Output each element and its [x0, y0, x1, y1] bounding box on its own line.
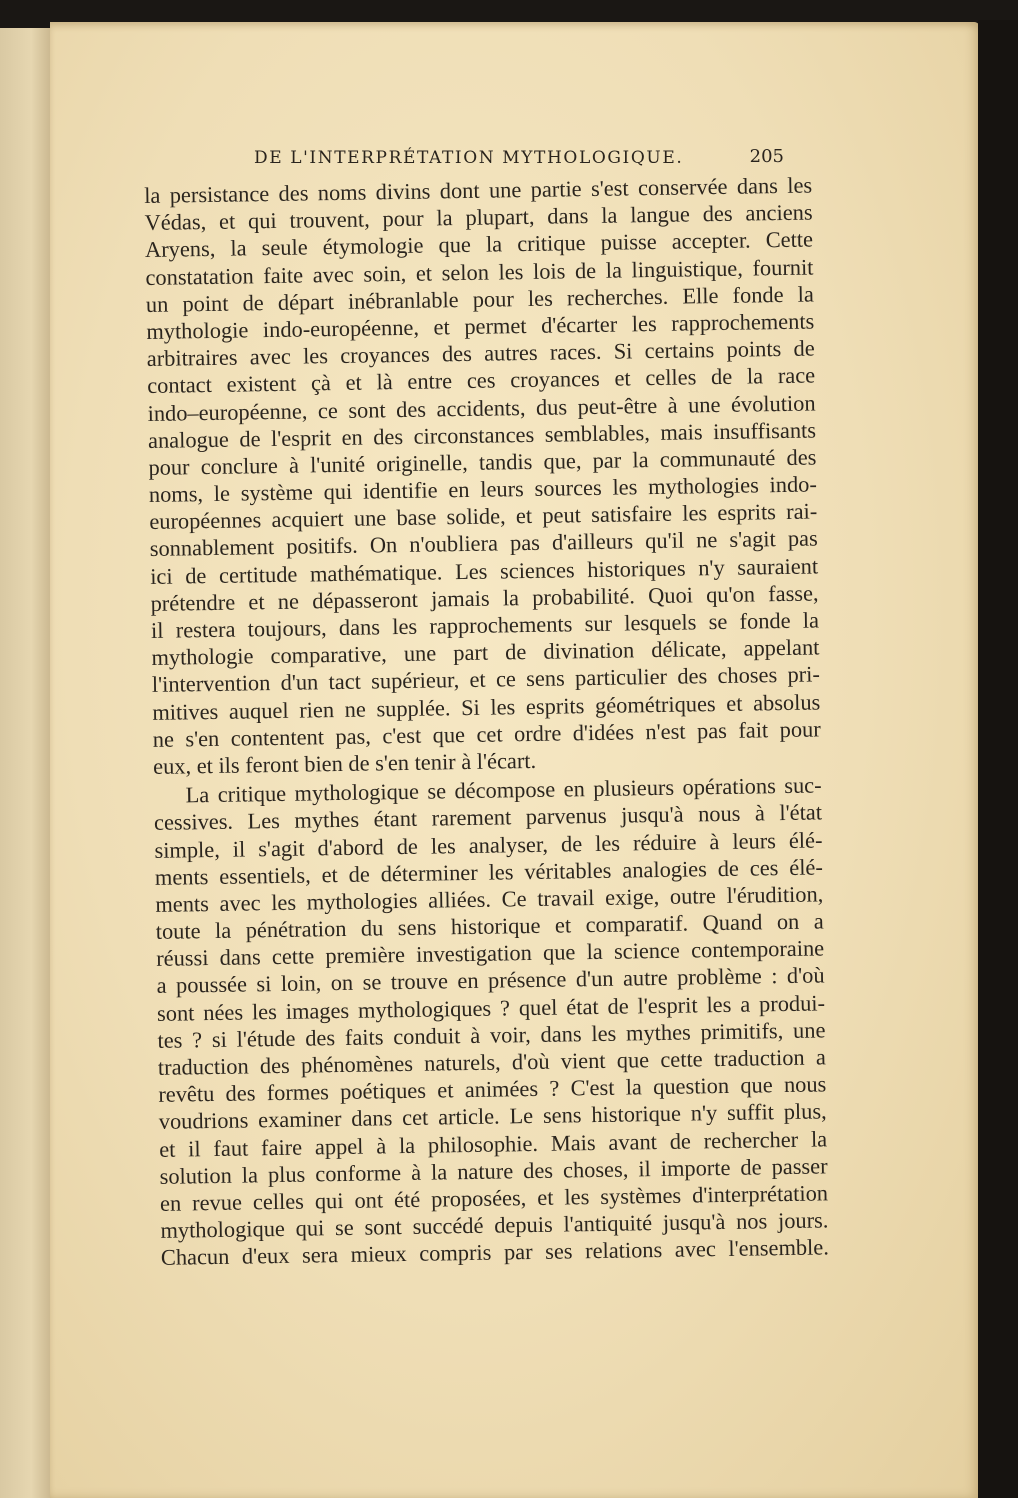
text-line: voudrions examiner dans cet article. Le sens historique n'y suffit plus,: [158, 1098, 827, 1135]
text-line: ments avec les mythologies alliées. Ce travail exige, outre l'érudition,: [155, 881, 824, 917]
text-line: Chacun d'eux sera mieux compris par ses relations avec l'ensemble.: [160, 1234, 830, 1271]
text-line: pour conclure à l'unité originelle, tandis que, par la communauté des: [148, 444, 817, 480]
text-line: cessives. Les mythes étant rarement parvenus jusqu'à nous à l'état: [153, 799, 823, 836]
text-line: traduction des phénomènes naturels, d'où vient que cette traduction a: [157, 1044, 827, 1080]
text-line: la persistance des noms divins dont une partie s'est conservée dans les: [144, 172, 813, 208]
text-line: et il faut faire appel à la philosophie. Mais avant de rechercher la: [158, 1125, 828, 1162]
text-line: Aryens, la seule étymologie que la critique puisse accepter. Cette: [144, 226, 814, 263]
text-line: l'intervention d'un tact supérieur, et ce sens particulier des choses pri-: [151, 661, 821, 698]
text-line: sont nées les images mythologiques ? quel état de l'esprit les a produi-: [156, 990, 826, 1026]
paragraph-1: [144, 172, 821, 781]
facing-page-edge: [0, 28, 54, 1498]
text-line: noms, le système qui identifie en leurs sources les mythologies indo-: [148, 471, 818, 508]
text-line: il restera toujours, dans les rapprochements sur lesquels se fonde la: [150, 607, 820, 643]
text-line: La critique mythologique se décompose en plusieurs opérations suc-: [185, 772, 822, 808]
page-number: 205: [749, 146, 784, 167]
text-line: mythologie comparative, une part de divination délicate, appelant: [151, 634, 820, 671]
page-header: [254, 148, 784, 176]
text-line: réussi dans cette première investigation que la science contemporaine: [156, 935, 825, 972]
text-line: ici de certitude mathématique. Les sciences historiques n'y sauraient: [149, 553, 819, 589]
text-line: prétendre et ne dépasseront jamais la probabilité. Quoi qu'on fasse,: [150, 580, 819, 616]
body-text: [144, 172, 829, 1272]
text-line: européennes acquiert une base solide, et peut satisfaire les esprits rai-: [149, 498, 818, 535]
text-line: Védas, et qui trouvent, pour la plupart, dans la langue des anciens: [144, 199, 813, 236]
text-line: a poussée si loin, on se trouve en présence d'un autre problème : d'où: [156, 962, 825, 999]
text-line: simple, il s'agit d'abord de les analyser, de les réduire à leurs élé-: [154, 826, 823, 863]
text-line: en revue celles qui ont été proposées, et les systèmes d'interprétation: [159, 1180, 829, 1216]
paragraph-2: [153, 772, 829, 1272]
text-line: constatation faite avec soin, et selon les lois de la linguistique, fournit: [145, 254, 814, 290]
text-line: sonnablement positifs. On n'oubliera pas d'ailleurs qu'il ne s'agit pas: [149, 525, 818, 562]
page-shadow-edge: [978, 20, 1018, 1498]
text-line: ments essentiels, et de déterminer les véritables analogies de ces élé-: [154, 854, 824, 890]
running-title: DE L'INTERPRÉTATION MYTHOLOGIQUE.: [254, 148, 684, 168]
text-line: indo–européenne, ce sont des accidents, dus peut-être à une évolution: [147, 389, 816, 426]
text-line: solution la plus conforme à la nature des choses, il importe de passer: [159, 1153, 828, 1189]
text-line: arbitraires avec les croyances des autres races. Si certains points de: [146, 335, 815, 372]
text-line: contact existent çà et là entre ces croyances et celles de la race: [147, 362, 816, 399]
text-line: ne s'en contentent pas, c'est que cet ordre d'idées n'est pas fait pour: [152, 716, 821, 752]
text-line: mythologie indo-européenne, et permet d'écarter les rapprochements: [146, 308, 815, 344]
text-line: un point de départ inébranlable pour les recherches. Elle fonde la: [145, 281, 815, 317]
text-line: tes ? si l'étude des faits conduit à voir, dans les mythes primitifs, une: [157, 1017, 826, 1053]
text-line: toute la pénétration du sens historique et comparatif. Quand on a: [155, 908, 824, 944]
text-line: mitives auquel rien ne supplée. Si les esprits géométriques et absolus: [152, 689, 821, 725]
text-line: analogue de l'esprit en des circonstances semblables, mais insuffisants: [147, 417, 817, 453]
text-line: mythologique qui se sont succédé depuis l'antiquité jusqu'à nos jours.: [160, 1207, 829, 1243]
text-line: revêtu des formes poétiques et animées ? C'est la question que nous: [158, 1071, 827, 1108]
text-line: eux, et ils feront bien de s'en tenir à l'écart.: [152, 747, 537, 779]
